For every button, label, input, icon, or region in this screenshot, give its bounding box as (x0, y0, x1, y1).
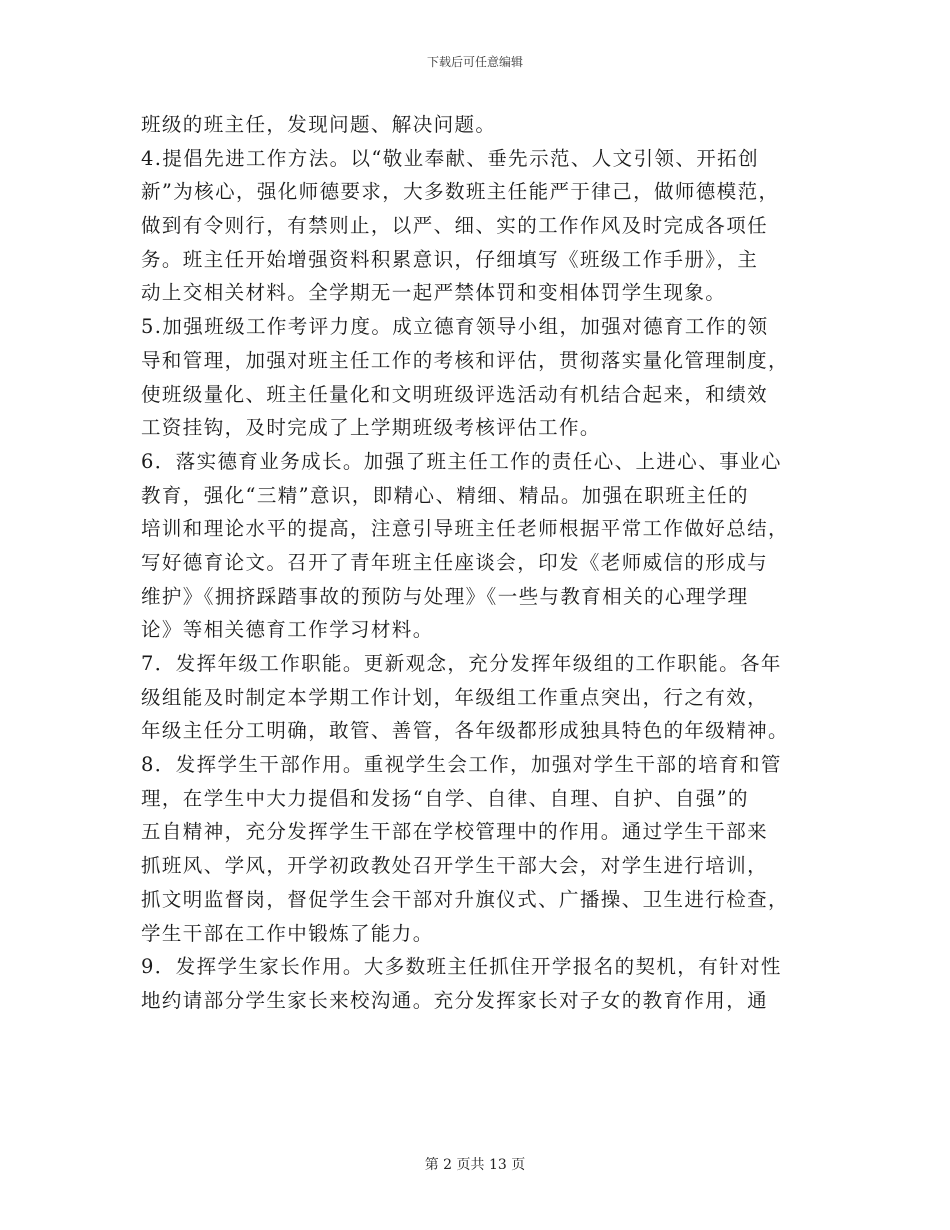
body-line: 培训和理论水平的提高，注意引导班主任老师根据平常工作做好总结， (141, 517, 789, 541)
body-line: 新”为核心，强化师德要求，大多数班主任能严于律己，做师德模范， (141, 180, 780, 204)
body-line: 4.提倡先进工作方法。以“敬业奉献、垂先示范、人文引领、开拓创 (141, 146, 759, 170)
page-header: 下载后可任意编辑 (426, 55, 523, 69)
body-line: 动上交相关材料。全学期无一起严禁体罚和变相体罚学生现象。 (141, 281, 727, 305)
body-line: 理，在学生中大力提倡和发扬“自学、自律、自理、自护、自强”的 (141, 786, 749, 810)
body-line: 写好德育论文。召开了青年班主任座谈会，印发《老师威信的形成与 (141, 550, 769, 574)
document-body (141, 108, 811, 1018)
body-line: 抓文明监督岗，督促学生会干部对升旗仪式、广播操、卫生进行检查， (141, 887, 789, 911)
body-line: 班级的班主任，发现问题、解决问题。 (141, 113, 497, 136)
body-line: 9．发挥学生家长作用。大多数班主任抓住开学报名的契机，有针对性 (141, 955, 782, 979)
body-line: 5.加强班级工作考评力度。成立德育领导小组，加强对德育工作的领 (141, 315, 769, 339)
body-line: 五自精神，充分发挥学生干部在学校管理中的作用。通过学生干部来 (141, 820, 769, 844)
body-line: 级组能及时制定本学期工作计划，年级组工作重点突出，行之有效， (141, 685, 769, 709)
body-line: 使班级量化、班主任量化和文明班级评选活动有机结合起来，和绩效 (141, 382, 769, 406)
body-line: 论》等相关德育工作学习材料。 (141, 618, 434, 642)
body-line: 做到有令则行，有禁则止，以严、细、实的工作作风及时完成各项任 (141, 214, 769, 238)
body-line: 6．落实德育业务成长。加强了班主任工作的责任心、上进心、事业心 (141, 449, 782, 473)
body-line: 8．发挥学生干部作用。重视学生会工作，加强对学生干部的培育和管 (141, 753, 782, 777)
body-line: 工资挂钩，及时完成了上学期班级考核评估工作。 (141, 416, 601, 440)
body-line: 维护》《拥挤踩踏事故的预防与处理》《一些与教育相关的心理学理 (141, 584, 749, 608)
body-line: 务。班主任开始增强资料积累意识，仔细填写《班级工作手册》，主 (141, 247, 759, 271)
body-line: 地约请部分学生家长来校沟通。充分发挥家长对子女的教育作用，通 (141, 988, 769, 1012)
body-line: 导和管理，加强对班主任工作的考核和评估，贯彻落实量化管理制度， (141, 348, 789, 372)
body-line: 教育，强化“三精”意识，即精心、精细、精品。加强在职班主任的 (141, 483, 749, 507)
page-number: 第 2 页共 13 页 (424, 1157, 526, 1173)
body-line: 抓班风、学风，开学初政教处召开学生干部大会，对学生进行培训， (141, 854, 769, 878)
body-line: 7．发挥年级工作职能。更新观念，充分发挥年级组的工作职能。各年 (141, 652, 782, 675)
body-line: 年级主任分工明确，敢管、善管，各年级都形成独具特色的年级精神。 (141, 719, 789, 743)
body-line: 学生干部在工作中锻炼了能力。 (141, 921, 434, 945)
